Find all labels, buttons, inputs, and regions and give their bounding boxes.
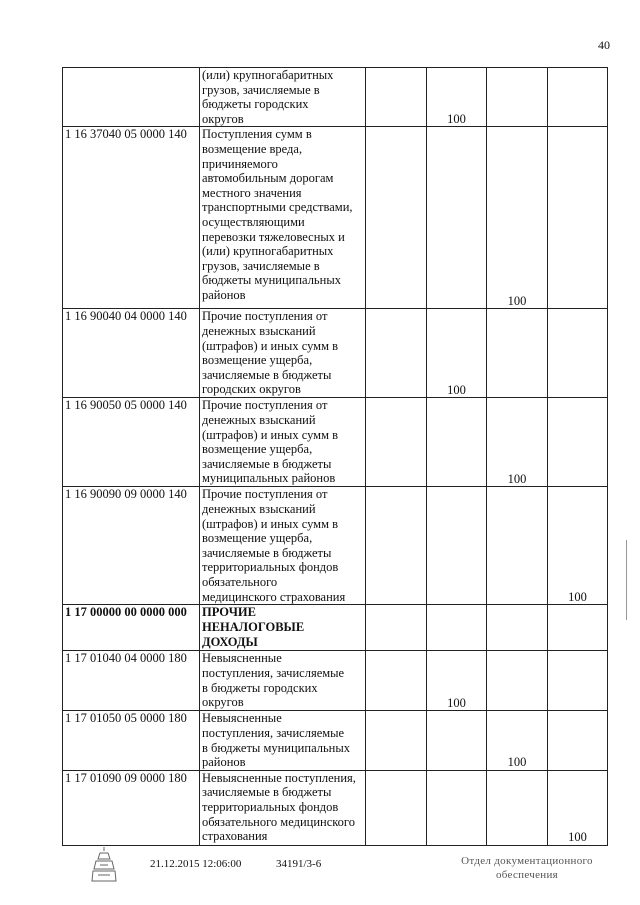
name-cell: Прочие поступления от денежных взысканий (штрафов) и иных сумм в возмещение ущерба, зачисляемые в бюджеты муниципальных районов — [200, 398, 366, 487]
value-cell — [548, 68, 608, 127]
value-cell: 100 — [487, 711, 548, 770]
scan-edge-mark — [626, 540, 627, 620]
value-cell — [487, 487, 548, 605]
table-row — [63, 487, 608, 605]
table-row — [63, 398, 608, 487]
name-cell: Невыясненные поступления, зачисляемые в бюджеты городских округов — [200, 651, 366, 711]
value-cell — [427, 487, 487, 605]
value-cell — [427, 398, 487, 487]
code-cell: 1 17 01050 05 0000 180 — [63, 711, 200, 770]
name-cell: Поступления сумм в возмещение вреда, причиняемого автомобильным дорогам местного значения транспортными средствами, осуществляющими перевозки тяжеловесных и (или) крупногабаритных грузов, зачисляемые в бюджеты муниципальных районов — [200, 127, 366, 309]
empty-cell — [366, 487, 427, 605]
code-cell — [63, 68, 200, 127]
name-cell: Прочие поступления от денежных взысканий (штрафов) и иных сумм в возмещение ущерба, зачисляемые в бюджеты территориальных фондов обязательного медицинского страхования — [200, 487, 366, 605]
value-cell — [427, 605, 487, 651]
value-cell — [487, 309, 548, 398]
empty-cell — [366, 651, 427, 711]
code-cell: 1 17 01040 04 0000 180 — [63, 651, 200, 711]
name-cell: Прочие поступления от денежных взысканий (штрафов) и иных сумм в возмещение ущерба, зачисляемые в бюджеты городских округов — [200, 309, 366, 398]
table-row — [63, 68, 608, 127]
table-row-section — [63, 605, 608, 651]
table-row — [63, 309, 608, 398]
empty-cell — [366, 309, 427, 398]
name-cell: ПРОЧИЕ НЕНАЛОГОВЫЕ ДОХОДЫ — [200, 605, 366, 651]
value-cell: 100 — [487, 398, 548, 487]
table-row — [63, 711, 608, 770]
value-cell: 100 — [427, 651, 487, 711]
department-stamp: Отдел документационного обеспечения — [461, 855, 593, 881]
empty-cell — [366, 605, 427, 651]
code-cell: 1 16 37040 05 0000 140 — [63, 127, 200, 309]
value-cell — [427, 711, 487, 770]
value-cell — [487, 770, 548, 845]
code-cell: 1 17 00000 00 0000 000 — [63, 605, 200, 651]
empty-cell — [366, 127, 427, 309]
name-cell: Невыясненные поступления, зачисляемые в бюджеты территориальных фондов обязательного медицинского страхования — [200, 770, 366, 845]
value-cell — [487, 651, 548, 711]
value-cell — [548, 605, 608, 651]
table-row — [63, 770, 608, 845]
empty-cell — [366, 398, 427, 487]
value-cell — [548, 398, 608, 487]
empty-cell — [366, 711, 427, 770]
value-cell: 100 — [427, 309, 487, 398]
value-cell — [548, 651, 608, 711]
code-cell: 1 16 90090 09 0000 140 — [63, 487, 200, 605]
name-cell: Невыясненные поступления, зачисляемые в бюджеты муниципальных районов — [200, 711, 366, 770]
footer-timestamp: 21.12.2015 12:06:00 — [150, 858, 242, 870]
value-cell: 100 — [427, 68, 487, 127]
page-number: 40 — [598, 38, 610, 52]
budget-table — [62, 67, 608, 846]
empty-cell — [366, 770, 427, 845]
value-cell — [487, 68, 548, 127]
table-row — [63, 651, 608, 711]
value-cell: 100 — [548, 487, 608, 605]
value-cell — [427, 770, 487, 845]
value-cell — [427, 127, 487, 309]
value-cell — [548, 711, 608, 770]
emblem-logo — [90, 845, 118, 885]
code-cell: 1 16 90050 05 0000 140 — [63, 398, 200, 487]
value-cell: 100 — [548, 770, 608, 845]
table-row — [63, 127, 608, 309]
footer-doc-id: 34191/3-6 — [276, 858, 322, 870]
code-cell: 1 16 90040 04 0000 140 — [63, 309, 200, 398]
code-cell: 1 17 01090 09 0000 180 — [63, 770, 200, 845]
value-cell: 100 — [487, 127, 548, 309]
name-cell: (или) крупногабаритных грузов, зачисляемые в бюджеты городских округов — [200, 68, 366, 127]
value-cell — [548, 309, 608, 398]
value-cell — [548, 127, 608, 309]
empty-cell — [366, 68, 427, 127]
value-cell — [487, 605, 548, 651]
